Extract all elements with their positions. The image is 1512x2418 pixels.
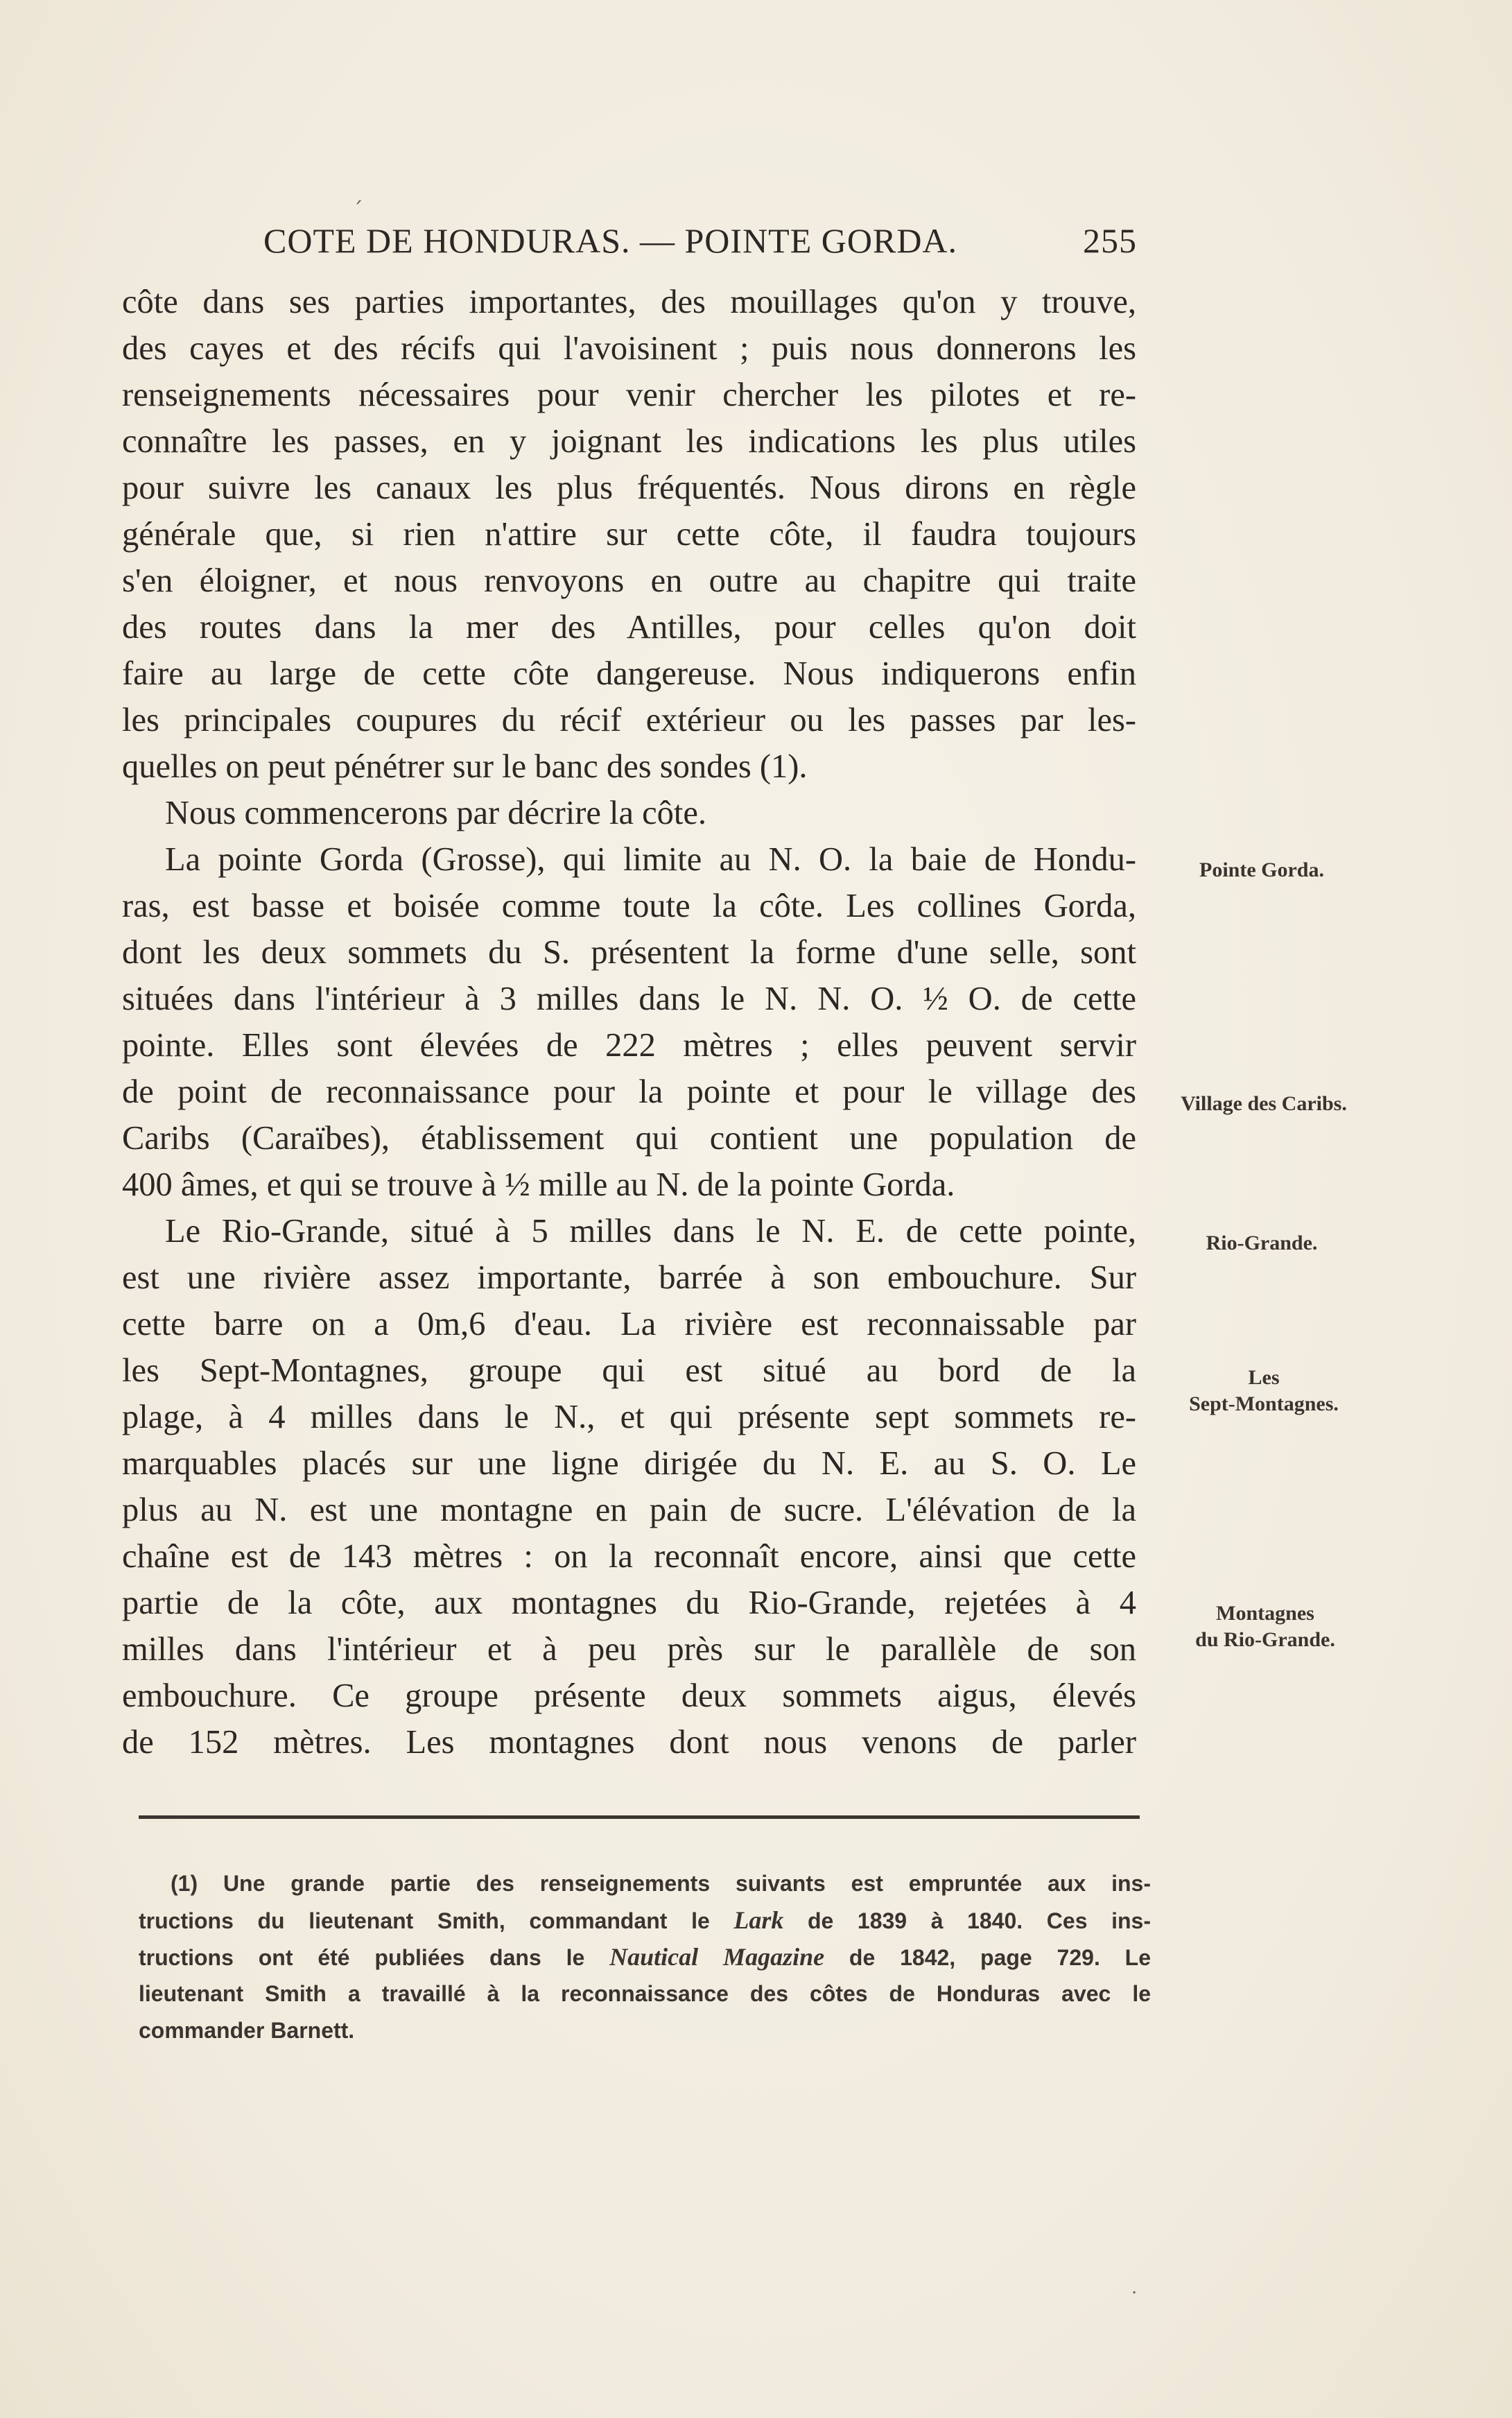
text-line: les principales coupures du récif extérieur ou les passes par les-	[122, 702, 1136, 739]
margin-note-village-des-caribs	[1156, 1091, 1371, 1117]
footnote-line: (1) Une grande partie des renseignements suivants est empruntée aux ins-	[171, 1871, 1151, 1896]
margin-note-text: Les	[1248, 1366, 1280, 1389]
footnote-line: commander Barnett.	[139, 2018, 355, 2043]
text-line: Nous commencerons par décrire la côte.	[165, 795, 707, 831]
text-line: marquables placés sur une ligne dirigée du N. E. au S. O. Le	[122, 1445, 1136, 1482]
footnote-line	[139, 1902, 1151, 1939]
ship-name: Lark	[733, 1906, 784, 1934]
text-line: Le Rio-Grande, situé à 5 milles dans le N. E. de cette pointe,	[165, 1213, 1136, 1250]
text-line: cette barre on a 0m,6 d'eau. La rivière est reconnaissable par	[122, 1306, 1136, 1342]
text-line: des routes dans la mer des Antilles, pour celles qu'on doit	[122, 609, 1136, 646]
text-line: les Sept-Montagnes, groupe qui est situé au bord de la	[122, 1352, 1136, 1389]
footnote-text: de 1842, page 729. Le	[824, 1945, 1152, 1970]
text-line: dont les deux sommets du S. présentent la forme d'une selle, sont	[122, 934, 1136, 971]
text-line: des cayes et des récifs qui l'avoisinent ; puis nous donnerons les	[122, 330, 1136, 367]
margin-note-text: Pointe Gorda.	[1199, 858, 1324, 881]
margin-note-text: Village des Caribs.	[1181, 1092, 1347, 1115]
margin-note-pointe-gorda	[1179, 857, 1345, 883]
footnote-text: tructions ont été publiées dans le	[139, 1945, 610, 1970]
text-line: connaître les passes, en y joignant les indications les plus utiles	[122, 423, 1136, 460]
text-line: plage, à 4 milles dans le N., et qui présente sept sommets re-	[122, 1399, 1136, 1435]
text-line: Caribs (Caraïbes), établissement qui contient une population de	[122, 1120, 1136, 1157]
stray-mark: ·	[1131, 2283, 1138, 2304]
text-line: milles dans l'intérieur et à peu près sur le parallèle de son	[122, 1631, 1136, 1668]
footnote-line	[139, 1939, 1151, 1976]
text-line: est une rivière assez importante, barrée à son embouchure. Sur	[122, 1259, 1136, 1296]
text-line: La pointe Gorda (Grosse), qui limite au N. O. la baie de Hondu-	[165, 841, 1136, 878]
text-line: de point de reconnaissance pour la pointe et pour le village des	[122, 1073, 1136, 1110]
text-line: s'en éloigner, et nous renvoyons en outre au chapitre qui traite	[122, 562, 1136, 599]
page-number: 255	[1083, 221, 1137, 260]
text-line: embouchure. Ce groupe présente deux sommets aigus, élevés	[122, 1677, 1136, 1714]
footnote-separator	[139, 1815, 1140, 1819]
text-line: situées dans l'intérieur à 3 milles dans le N. N. O. ½ O. de cette	[122, 981, 1136, 1017]
text-line: 400 âmes, et qui se trouve à ½ mille au N. de la pointe Gorda.	[122, 1166, 955, 1203]
running-head: COTE DE HONDURAS. — POINTE GORDA.	[263, 221, 958, 260]
margin-note-rio-grande	[1179, 1230, 1345, 1257]
margin-note-text: Rio-Grande.	[1206, 1232, 1318, 1254]
journal-title: Nautical Magazine	[609, 1943, 825, 1971]
text-line: faire au large de cette côte dangereuse. Nous indiquerons enfin	[122, 655, 1136, 692]
body-text	[122, 279, 1136, 1765]
text-line: quelles on peut pénétrer sur le banc des sondes (1).	[122, 748, 808, 785]
text-line: générale que, si rien n'attire sur cette côte, il faudra toujours	[122, 516, 1136, 553]
footnote-line: lieutenant Smith a travaillé à la reconnaissance des côtes de Honduras avec le	[139, 1981, 1151, 2006]
text-line: plus au N. est une montagne en pain de sucre. L'élévation de la	[122, 1492, 1136, 1528]
footnote-text: tructions du lieutenant Smith, commandant le	[139, 1908, 734, 1933]
page-header	[263, 221, 1137, 269]
text-line: côte dans ses parties importantes, des mouillages qu'on y trouve,	[122, 284, 1136, 320]
text-line: renseignements nécessaires pour venir chercher les pilotes et re-	[122, 377, 1136, 413]
text-line: pour suivre les canaux les plus fréquentés. Nous dirons en règle	[122, 469, 1136, 506]
margin-note-text: du Rio-Grande.	[1195, 1628, 1335, 1651]
text-line: de 152 mètres. Les montagnes dont nous venons de parler	[122, 1724, 1136, 1761]
footnote	[139, 1865, 1151, 2049]
text-line: partie de la côte, aux montagnes du Rio-Grande, rejetées à 4	[122, 1584, 1136, 1621]
text-line: chaîne est de 143 mètres : on la reconnaît encore, ainsi que cette	[122, 1538, 1136, 1575]
margin-note-text: Sept-Montagnes.	[1189, 1392, 1339, 1415]
footnote-text: de 1839 à 1840. Ces ins-	[783, 1908, 1151, 1933]
text-line: pointe. Elles sont élevées de 222 mètres ; elles peuvent servir	[122, 1027, 1136, 1064]
margin-note-montagnes-du-rio-grande	[1165, 1600, 1366, 1653]
margin-note-sept-montagnes	[1156, 1365, 1371, 1417]
stray-accent-mark: ´	[352, 197, 363, 223]
margin-note-text: Montagnes	[1216, 1602, 1314, 1625]
text-line: ras, est basse et boisée comme toute la côte. Les collines Gorda,	[122, 888, 1136, 924]
